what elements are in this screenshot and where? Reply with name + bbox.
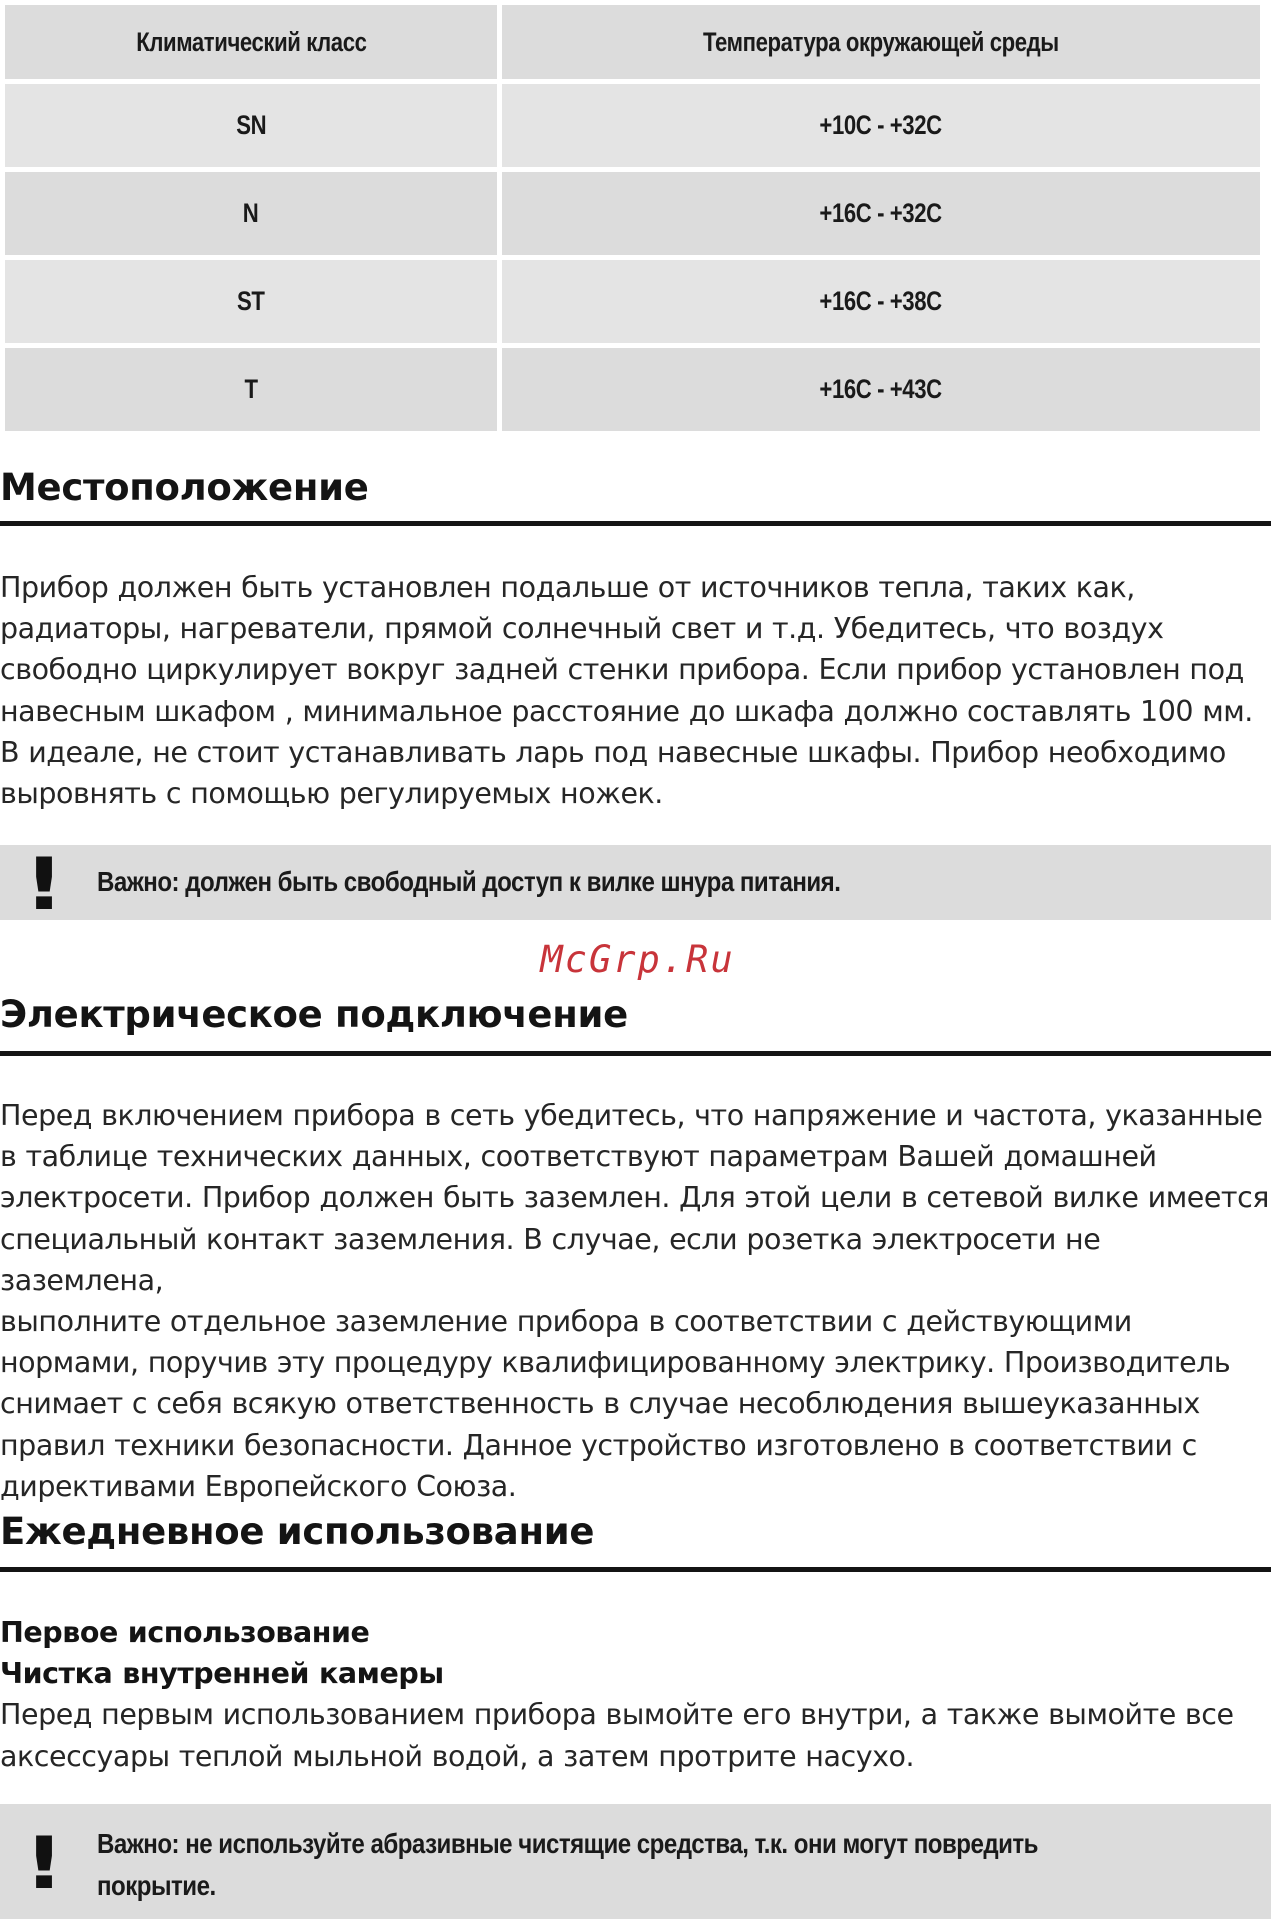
- paragraph-line: снимает с себя всякую ответственность в случае несоблюдения вышеуказанных: [0, 1387, 1200, 1421]
- paragraph-line: Прибор должен быть установлен подальше от источников тепла, таких как,: [0, 571, 1135, 604]
- table-row: [5, 84, 1260, 167]
- paragraph-line: аксессуары теплой мыльной водой, а затем протрите насухо.: [0, 1739, 915, 1773]
- watermark-text: McGrp.Ru: [540, 938, 735, 981]
- notice-line: покрытие.: [97, 1870, 216, 1901]
- section-heading-daily-use: Ежедневное использование: [0, 1510, 595, 1553]
- notice-text: [97, 1823, 1249, 1907]
- important-notice-abrasive-cleaners: [0, 1804, 1271, 1919]
- exclamation-icon: !: [23, 1821, 65, 1905]
- paragraph-line: свободно циркулирует вокруг задней стенки прибора. Если прибор установлен под: [0, 653, 1244, 687]
- paragraph-line: электросети. Прибор должен быть заземлен. Для этой цели в сетевой вилке имеется: [0, 1181, 1269, 1215]
- climate-class-cell: T: [5, 348, 497, 431]
- location-paragraph: [0, 567, 1272, 814]
- climate-class-cell: N: [5, 172, 497, 255]
- notice-text: Важно: должен быть свободный доступ к вилке шнура питания.: [97, 866, 841, 897]
- table-header-row: [5, 5, 1260, 79]
- paragraph-line: выровнять с помощью регулируемых ножек.: [0, 777, 663, 811]
- table-row: [5, 348, 1260, 431]
- exclamation-icon: !: [23, 842, 65, 926]
- column-header-ambient-temperature: Температура окружающей среды: [502, 5, 1260, 79]
- important-notice-power-plug: [0, 842, 1271, 926]
- temperature-range-cell: +10C - +32C: [502, 84, 1260, 167]
- table-row: [5, 172, 1260, 255]
- subheading-interior-cleaning: Чистка внутренней камеры: [0, 1657, 444, 1691]
- temperature-range-cell: +16C - +43C: [502, 348, 1260, 431]
- section-heading-location: Местоположение: [0, 466, 369, 509]
- section-divider: [0, 1567, 1271, 1572]
- notice-line: Важно: не используйте абразивные чистящие средства, т.к. они могут повредить: [97, 1828, 1038, 1859]
- paragraph-line: правил техники безопасности. Данное устройство изготовлено в соответствии с: [0, 1428, 1197, 1462]
- section-divider: [0, 521, 1271, 526]
- table-row: [5, 260, 1260, 343]
- section-heading-electrical: Электрическое подключение: [0, 993, 628, 1036]
- paragraph-line: директивами Европейского Союза.: [0, 1469, 517, 1503]
- climate-class-cell: ST: [5, 260, 497, 343]
- paragraph-line: навесным шкафом , минимальное расстояние до шкафа должно составлять 100 мм.: [0, 694, 1253, 728]
- section-divider: [0, 1051, 1271, 1056]
- electrical-paragraph: [0, 1095, 1272, 1507]
- paragraph-line: специальный контакт заземления. В случае, если розетка электросети не заземлена,: [0, 1222, 1101, 1297]
- paragraph-line: Перед первым использованием прибора вымойте его внутри, а также вымойте все: [0, 1698, 1234, 1732]
- column-header-climate-class: Климатический класс: [5, 5, 497, 79]
- temperature-range-cell: +16C - +38C: [502, 260, 1260, 343]
- paragraph-line: Перед включением прибора в сеть убедитесь, что напряжение и частота, указанные: [0, 1099, 1263, 1132]
- climate-class-cell: SN: [5, 84, 497, 167]
- climate-class-table: [0, 0, 1265, 436]
- temperature-range-cell: +16C - +32C: [502, 172, 1260, 255]
- paragraph-line: нормами, поручив эту процедуру квалифицированному электрику. Производитель: [0, 1346, 1231, 1380]
- paragraph-line: в таблице технических данных, соответствуют параметрам Вашей домашней: [0, 1140, 1157, 1174]
- subheading-first-use: Первое использование: [0, 1616, 370, 1649]
- daily-use-paragraph: [0, 1612, 1272, 1777]
- paragraph-line: выполните отдельное заземление прибора в соответствии с действующими: [0, 1305, 1132, 1339]
- paragraph-line: В идеале, не стоит устанавливать ларь под навесные шкафы. Прибор необходимо: [0, 735, 1226, 769]
- paragraph-line: радиаторы, нагреватели, прямой солнечный свет и т.д. Убедитесь, что воздух: [0, 612, 1164, 646]
